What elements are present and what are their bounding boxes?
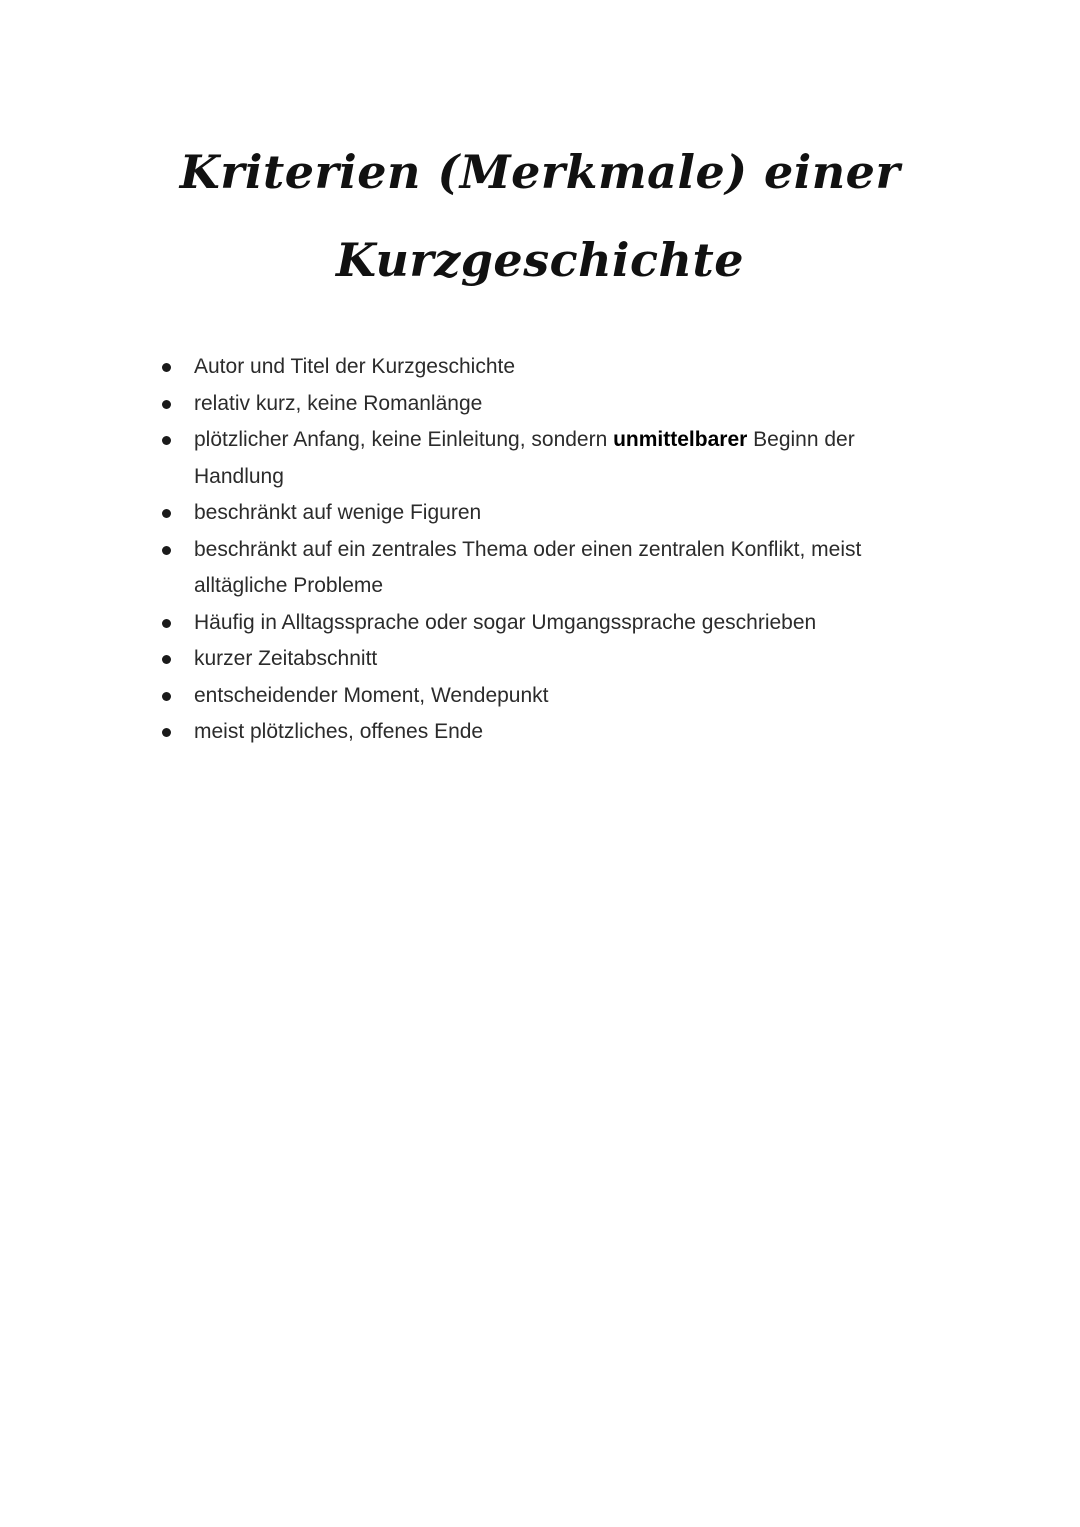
list-item xyxy=(158,495,948,532)
list-item xyxy=(158,422,948,495)
bullet-icon xyxy=(162,692,171,701)
list-item-text: kurzer Zeitabschnitt xyxy=(194,647,378,670)
bullet-icon xyxy=(162,655,171,664)
list-item xyxy=(158,714,948,751)
page-title xyxy=(0,128,1080,304)
bullet-icon xyxy=(162,619,171,628)
bullet-icon xyxy=(162,728,171,737)
emphasized-word: unmittelbarer xyxy=(613,428,748,451)
bullet-icon xyxy=(162,436,171,445)
list-item-text-end: Beginn der Handlung xyxy=(194,428,855,488)
list-item-text: Autor und Titel der Kurzgeschichte xyxy=(194,355,516,378)
list-item-text: entscheidender Moment, Wendepunkt xyxy=(194,683,549,707)
bullet-icon xyxy=(162,546,171,555)
list-item xyxy=(158,349,948,386)
list-item-text: meist plötzliches, offenes Ende xyxy=(194,720,484,743)
list-item-text-start: plötzlicher Anfang, keine Einleitung, sondern xyxy=(194,428,614,451)
title-line-1: Kriterien (Merkmale) einer xyxy=(179,145,901,199)
list-item-text: beschränkt auf ein zentrales Thema oder einen zentralen Konflikt, meist alltägliche Probleme xyxy=(194,537,862,597)
bullet-icon xyxy=(162,363,171,372)
list-item-text: Häufig in Alltagssprache oder sogar Umgangssprache geschrieben xyxy=(194,610,817,634)
list-item xyxy=(158,678,948,715)
title-line-2: Kurzgeschichte xyxy=(336,233,744,287)
bullet-icon xyxy=(162,400,171,409)
bullet-icon xyxy=(162,509,171,518)
list-item xyxy=(158,386,948,423)
list-item-text: relativ kurz, keine Romanlänge xyxy=(194,391,483,415)
list-item xyxy=(158,605,948,642)
criteria-list xyxy=(158,349,948,751)
list-item xyxy=(158,641,948,678)
list-item-text: beschränkt auf wenige Figuren xyxy=(194,501,482,524)
list-item xyxy=(158,532,948,605)
